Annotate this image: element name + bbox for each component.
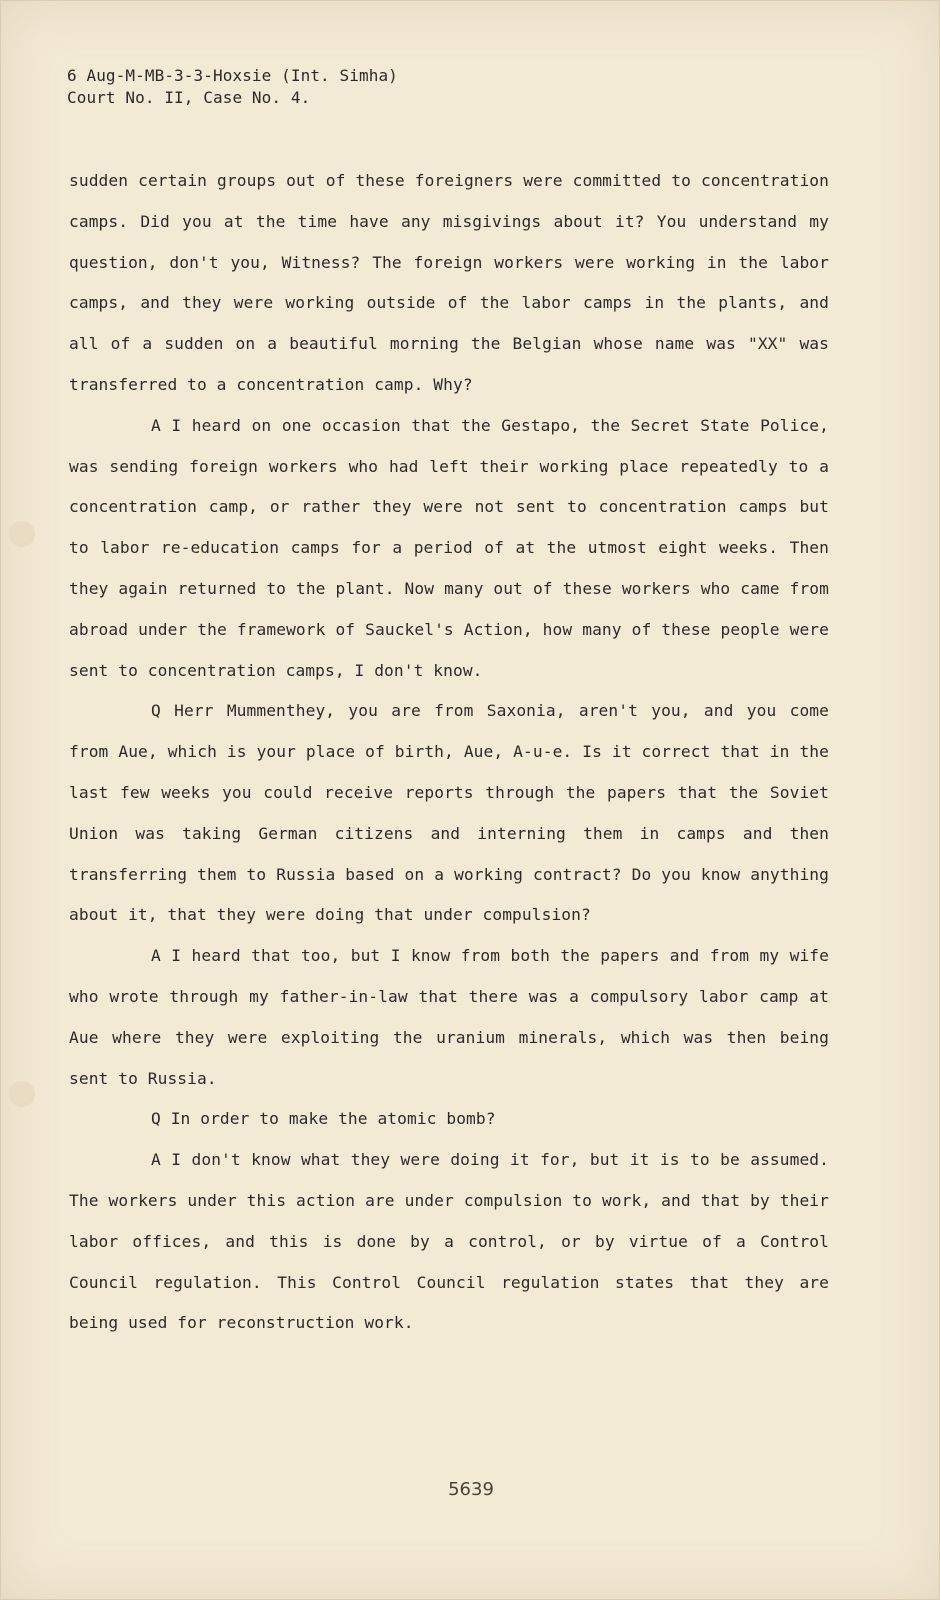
header-session-line: 6 Aug-M-MB-3-3-Hoxsie (Int. Simha) bbox=[67, 66, 398, 85]
paragraph-question-continuation: sudden certain groups out of these foreigners were committed to concentration camps. Did you at the time have any misgivings about it? You understand my question, don't you, Witness? The foreign workers were working in the labor camps, and they were working outside of the labor camps in the plants, and all of a sudden on a beautiful morning the Belgian whose name was "XX" was transferred to a concentration camp. Why? bbox=[69, 171, 829, 394]
binder-hole bbox=[9, 1081, 35, 1107]
header-court-line: Court No. II, Case No. 4. bbox=[67, 88, 311, 107]
document-header bbox=[67, 65, 398, 109]
paragraph-answer: A I don't know what they were doing it for, but it is to be assumed. The workers under this action are under compulsion to work, and that by their labor offices, and this is done by a control, or by virtue of a Control Council regulation. This Control Council regulation states that they are being used for reconstruction work. bbox=[69, 1150, 829, 1333]
paragraph-question: Q In order to make the atomic bomb? bbox=[151, 1109, 496, 1129]
binder-hole bbox=[9, 521, 35, 547]
paragraph-answer: A I heard that too, but I know from both the papers and from my wife who wrote through my father-in-law that there was a compulsory labor camp at Aue where they were exploiting the uranium minerals, which was then being sent to Russia. bbox=[69, 946, 829, 1088]
paragraph-question: Q Herr Mummenthey, you are from Saxonia, aren't you, and you come from Aue, which is your place of birth, Aue, A-u-e. Is it correct that in the last few weeks you could receive reports through the papers that the Soviet Union was taking German citizens and interning them in camps and then transferring them to Russia based on a working contract? Do you know anything about it, that they were doing that under compulsion? bbox=[69, 701, 829, 925]
transcript-body bbox=[69, 161, 829, 1344]
page-number: 5639 bbox=[448, 1479, 494, 1500]
paragraph-answer: A I heard on one occasion that the Gestapo, the Secret State Police, was sending foreign workers who had left their working place repeatedly to a concentration camp, or rather they were not sent to concentration camps but to labor re-education camps for a period of at the utmost eight weeks. Then they again returned to the plant. Now many out of these workers who came from abroad under the framework of Sauckel's Action, how many of these people were sent to concentration camps, I don't know. bbox=[69, 415, 829, 680]
